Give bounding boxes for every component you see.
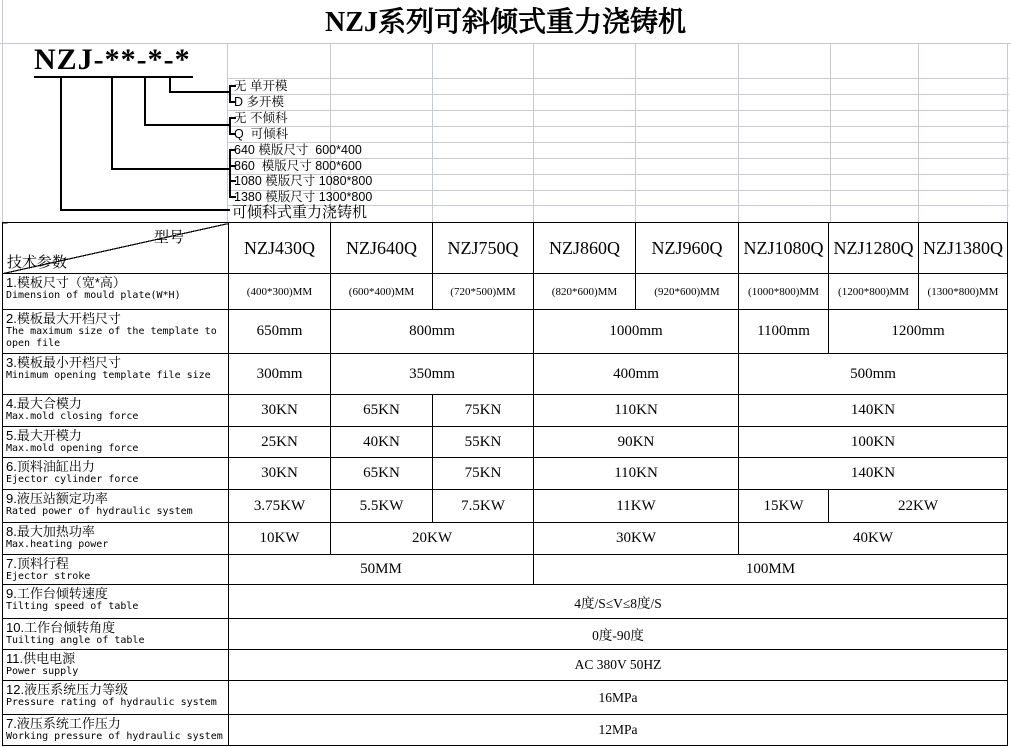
gridline xyxy=(533,43,534,222)
connector-line xyxy=(144,124,230,126)
param-label-zh: 1.模板尺寸（宽*高） xyxy=(6,275,126,290)
corner-header-cell xyxy=(3,223,229,274)
value-cell: 400mm xyxy=(534,354,739,395)
value-cell: (920*600)MM xyxy=(636,274,739,310)
param-label-en: The maximum size of the template to open file xyxy=(6,326,217,349)
value-cell: 30KW xyxy=(534,523,739,555)
model-header-cell: NZJ1280Q xyxy=(829,223,919,274)
param-label-en: Rated power of hydraulic system xyxy=(6,506,193,517)
gridline xyxy=(227,126,1009,127)
param-label-en: Working pressure of hydraulic system xyxy=(6,731,223,742)
connector-line xyxy=(60,77,62,211)
base-model-label: 可倾科式重力浇铸机 xyxy=(232,204,368,221)
table-row xyxy=(3,619,1008,650)
gridline xyxy=(830,43,831,222)
value-cell: 16MPa xyxy=(229,681,1008,715)
table-row xyxy=(3,650,1008,681)
value-cell: 0度-90度 xyxy=(229,619,1008,650)
connector-line xyxy=(111,77,113,170)
param-label-zh: 11.供电电源 xyxy=(6,651,76,666)
param-label-cell xyxy=(3,458,229,490)
param-label-en: Tuilting angle of table xyxy=(6,635,145,646)
table-row xyxy=(3,681,1008,715)
param-label-en: Ejector stroke xyxy=(6,571,91,582)
value-cell: 15KW xyxy=(739,490,829,523)
param-label-en: Max.mold opening force xyxy=(6,443,139,454)
param-label-cell xyxy=(3,354,229,395)
model-code: NZJ-**-*-* xyxy=(34,43,191,76)
connector-line xyxy=(144,77,146,126)
gridline xyxy=(918,43,919,222)
branch-label: 无 单开模 xyxy=(234,79,288,93)
value-cell: 7.5KW xyxy=(433,490,534,523)
model-header-cell: NZJ860Q xyxy=(534,223,636,274)
table-row xyxy=(3,310,1008,354)
value-cell: 11KW xyxy=(534,490,739,523)
value-cell: 20KW xyxy=(331,523,534,555)
value-cell: 100KN xyxy=(739,427,1008,458)
param-label-cell xyxy=(3,650,229,681)
param-label-cell xyxy=(3,585,229,619)
value-cell: 40KW xyxy=(739,523,1008,555)
connector-line xyxy=(229,149,231,198)
value-cell: 500mm xyxy=(739,354,1008,395)
value-cell: 100MM xyxy=(534,555,1008,585)
model-header-cell: NZJ1080Q xyxy=(739,223,829,274)
param-label-zh: 3.模板最小开档尺寸 xyxy=(6,355,121,370)
param-label-en: Power supply xyxy=(6,666,79,677)
table-row xyxy=(3,354,1008,395)
value-cell: 5.5KW xyxy=(331,490,433,523)
param-label-en: Ejector cylinder force xyxy=(6,474,139,485)
model-header-cell: NZJ640Q xyxy=(331,223,433,274)
value-cell: 350mm xyxy=(331,354,534,395)
spec-table xyxy=(2,222,1008,746)
value-cell: 75KN xyxy=(433,458,534,490)
param-label-cell xyxy=(3,274,229,310)
value-cell: 4度/S≤V≤8度/S xyxy=(229,585,1008,619)
page-title: NZJ系列可斜倾式重力浇铸机 xyxy=(325,7,686,38)
table-row xyxy=(3,458,1008,490)
value-cell: 800mm xyxy=(331,310,534,354)
param-label-zh: 8.最大加热功率 xyxy=(6,524,95,539)
connector-line xyxy=(60,209,230,211)
value-cell: 40KN xyxy=(331,427,433,458)
param-label-cell xyxy=(3,619,229,650)
param-label-cell xyxy=(3,310,229,354)
gridline xyxy=(738,43,739,222)
branch-label: 1080 模版尺寸 1080*800 xyxy=(234,174,373,188)
param-label-en: Max.mold closing force xyxy=(6,411,139,422)
corner-label-params: 技术参数 xyxy=(7,254,68,271)
value-cell: 1100mm xyxy=(739,310,829,354)
value-cell: 50MM xyxy=(229,555,534,585)
branch-label: 860 模版尺寸 800*600 xyxy=(234,159,362,173)
param-label-cell xyxy=(3,555,229,585)
param-label-zh: 7.顶料行程 xyxy=(6,556,69,571)
param-label-cell xyxy=(3,715,229,746)
value-cell: 30KN xyxy=(229,395,331,427)
param-label-zh: 9.工作台倾转速度 xyxy=(6,586,108,601)
param-label-zh: 6.顶料油缸出力 xyxy=(6,459,95,474)
param-label-cell xyxy=(3,523,229,555)
param-label-en: Tilting speed of table xyxy=(6,601,139,612)
table-row xyxy=(3,490,1008,523)
value-cell: (720*500)MM xyxy=(433,274,534,310)
param-label-en: Max.heating power xyxy=(6,539,109,550)
table-row xyxy=(3,395,1008,427)
value-cell: 90KN xyxy=(534,427,739,458)
value-cell: 30KN xyxy=(229,458,331,490)
value-cell: 65KN xyxy=(331,458,433,490)
value-cell: 1200mm xyxy=(829,310,1008,354)
branch-label: 640 模版尺寸 600*400 xyxy=(234,143,362,157)
branch-label: 无 不倾科 xyxy=(234,111,288,125)
corner-label-model: 型号 xyxy=(153,229,184,246)
table-row xyxy=(3,427,1008,458)
param-label-zh: 5.最大开模力 xyxy=(6,428,82,443)
value-cell: 140KN xyxy=(739,395,1008,427)
table-row xyxy=(3,555,1008,585)
value-cell: 1000mm xyxy=(534,310,739,354)
value-cell: 300mm xyxy=(229,354,331,395)
param-label-zh: 9.液压站额定功率 xyxy=(6,491,108,506)
value-cell: 650mm xyxy=(229,310,331,354)
gridline xyxy=(2,0,3,43)
table-row xyxy=(3,585,1008,619)
value-cell: 110KN xyxy=(534,395,739,427)
gridline xyxy=(227,78,1009,79)
value-cell: 65KN xyxy=(331,395,433,427)
connector-line xyxy=(169,91,230,93)
param-label-cell xyxy=(3,395,229,427)
param-label-cell xyxy=(3,681,229,715)
value-cell: (1000*800)MM xyxy=(739,274,829,310)
gridline xyxy=(227,43,228,222)
value-cell: 140KN xyxy=(739,458,1008,490)
value-cell: (400*300)MM xyxy=(229,274,331,310)
branch-label: D 多开模 xyxy=(234,95,285,109)
model-header-cell: NZJ1380Q xyxy=(919,223,1008,274)
value-cell: 22KW xyxy=(829,490,1008,523)
gridline xyxy=(635,43,636,222)
value-cell: (1200*800)MM xyxy=(829,274,919,310)
param-label-en: Pressure rating of hydraulic system xyxy=(6,697,217,708)
branch-label: Q 可倾科 xyxy=(234,127,289,141)
value-cell: 75KN xyxy=(433,395,534,427)
gridline xyxy=(227,94,1009,95)
param-label-zh: 7.液压系统工作压力 xyxy=(6,716,121,731)
table-row xyxy=(3,715,1008,746)
value-cell: 110KN xyxy=(534,458,739,490)
value-cell: 25KN xyxy=(229,427,331,458)
value-cell: 12MPa xyxy=(229,715,1008,746)
table-header-row xyxy=(3,223,1008,274)
param-label-zh: 12.液压系统压力等级 xyxy=(6,682,129,697)
value-cell: 3.75KW xyxy=(229,490,331,523)
value-cell: 10KW xyxy=(229,523,331,555)
value-cell: (600*400)MM xyxy=(331,274,433,310)
param-label-cell xyxy=(3,427,229,458)
gridline xyxy=(227,110,1009,111)
value-cell: (1300*800)MM xyxy=(919,274,1008,310)
gridline xyxy=(2,43,3,222)
model-header-cell: NZJ430Q xyxy=(229,223,331,274)
param-label-zh: 4.最大合模力 xyxy=(6,396,82,411)
branch-label: 1380 模版尺寸 1300*800 xyxy=(234,190,373,204)
table-row xyxy=(3,523,1008,555)
connector-line xyxy=(111,168,230,170)
param-label-en: Minimum opening template file size xyxy=(6,370,211,381)
value-cell: (820*600)MM xyxy=(534,274,636,310)
param-label-zh: 2.模板最大开档尺寸 xyxy=(6,311,121,326)
param-label-cell xyxy=(3,490,229,523)
table-row xyxy=(3,274,1008,310)
param-label-en: Dimension of mould plate(W*H) xyxy=(6,290,181,301)
param-label-zh: 10.工作台倾转角度 xyxy=(6,620,116,635)
model-header-cell: NZJ960Q xyxy=(636,223,739,274)
model-header-cell: NZJ750Q xyxy=(433,223,534,274)
gridline xyxy=(1007,43,1008,222)
value-cell: AC 380V 50HZ xyxy=(229,650,1008,681)
gridline xyxy=(432,43,433,222)
value-cell: 55KN xyxy=(433,427,534,458)
